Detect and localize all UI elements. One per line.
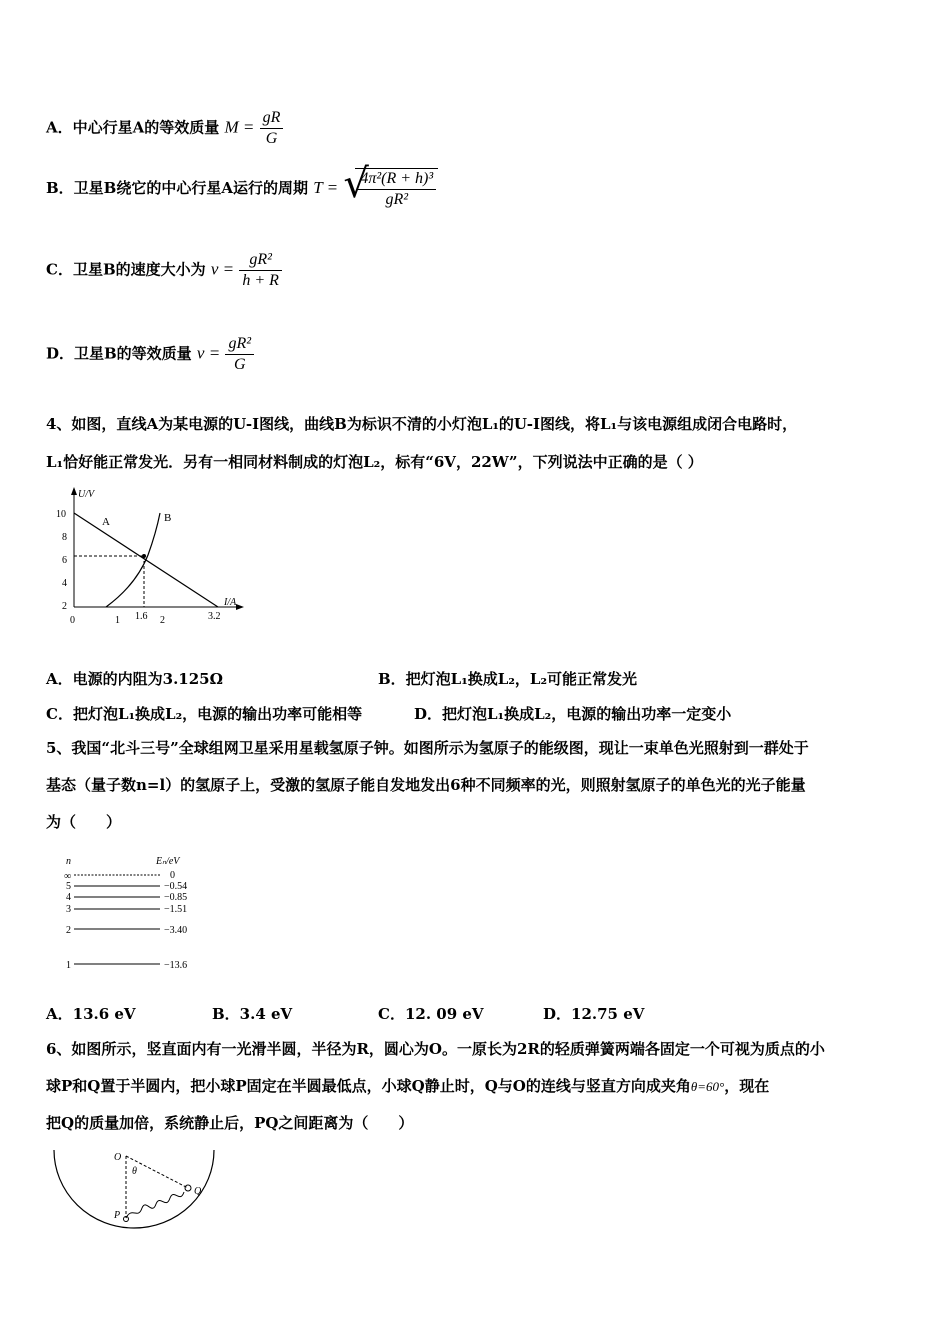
x-tick-1: 1 [115, 615, 120, 626]
y-tick-6: 6 [62, 555, 67, 566]
energy-label: Eₙ/eV [156, 856, 180, 867]
y-tick-8: 8 [62, 532, 67, 543]
q5-option-c: C．12. 09 eV [378, 1005, 484, 1023]
q3-option-c-text: C．卫星B的速度大小为 [46, 260, 206, 279]
q3-option-a [46, 108, 283, 149]
x-tick-3-2: 3.2 [208, 611, 221, 622]
q3-option-a-fraction [260, 108, 284, 149]
curve-b [106, 513, 160, 607]
q4-stem-line1: 4、如图，直线A为某电源的U-I图线，曲线B为标识不清的小灯泡L₁的U-I图线，将L₁与该电源组成闭合电路时， [46, 415, 798, 433]
q3-option-d-fraction [225, 334, 254, 375]
numerator: gR² [239, 250, 282, 271]
intersection-point [142, 554, 146, 558]
curve-b-label: B [164, 512, 172, 524]
semicircle [54, 1150, 214, 1228]
level-n-1: 1 [66, 960, 71, 971]
numerator: gR² [225, 334, 254, 355]
y-tick-10: 10 [56, 509, 66, 520]
q5-stem-line1: 5、我国“北斗三号”全球组网卫星采用星载氢原子钟。如图所示为氢原子的能级图，现让一束单色光照射到一群处于 [46, 739, 809, 757]
q6-theta-value: θ=60° [690, 1079, 725, 1094]
q6-semicircle-figure [48, 1146, 218, 1230]
q4-option-b: B．把灯泡L₁换成L₂，L₂可能正常发光 [378, 670, 638, 688]
y-tick-4: 4 [62, 578, 67, 589]
q6-stem-line2-end: ，现在 [724, 1077, 770, 1095]
level-e-4: −0.85 [164, 892, 188, 903]
q3-option-c [46, 250, 282, 291]
q5-option-d: D．12.75 eV [543, 1005, 645, 1023]
level-n-3: 3 [66, 904, 71, 915]
x-axis-arrow [236, 604, 244, 610]
q4-option-a: A．电源的内阻为3.125Ω [46, 670, 223, 688]
q5-stem-line3: 为（ ） [46, 813, 122, 831]
q3-option-d [46, 334, 254, 375]
q3-option-c-fraction [239, 250, 282, 291]
level-n-5: 5 [66, 881, 71, 892]
q5-option-a: A．13.6 eV [46, 1005, 136, 1023]
level-n-4: 4 [66, 892, 71, 903]
q6-stem-line1: 6、如图所示，竖直面内有一光滑半圆，半径为R，圆心为O。一原长为2R的轻质弹簧两端各固定一个可视为质点的小 [46, 1040, 825, 1058]
q4-option-d: D．把灯泡L₁换成L₂，电源的输出功率一定变小 [414, 705, 732, 723]
denominator: gR² [385, 191, 409, 208]
q3-option-a-lhs: M = [224, 117, 255, 137]
denominator: G [233, 356, 246, 373]
label-p: P [114, 1210, 121, 1221]
q4-ui-graph [48, 485, 248, 630]
q4-stem-line2: L₁恰好能正常发光．另有一相同材料制成的灯泡L₂，标有“6V，22W”，下列说法中正确的是（ ） [46, 453, 703, 471]
x-axis-label: I/A [224, 597, 237, 608]
q3-option-d-text: D．卫星B的等效质量 [46, 344, 192, 363]
line-a-label: A [102, 516, 110, 528]
level-n-2: 2 [66, 925, 71, 936]
numerator: gR [260, 108, 284, 129]
q3-option-b-text: B．卫星B绕它的中心行星A运行的周期 [46, 179, 308, 197]
x-tick-2: 2 [160, 615, 165, 626]
numerator: 4π²(R + h)³ [357, 169, 436, 190]
q3-option-b-lhs: T = [313, 178, 339, 197]
q3-option-b-sqrt [343, 161, 438, 210]
q3-option-b [46, 161, 438, 210]
level-e-1: −13.6 [164, 960, 188, 971]
q5-option-b: B．3.4 eV [212, 1005, 293, 1023]
denominator: G [265, 130, 278, 147]
q4-option-c: C．把灯泡L₁换成L₂，电源的输出功率可能相等 [46, 705, 363, 723]
y-tick-2: 2 [62, 601, 67, 612]
denominator: h + R [242, 272, 279, 289]
label-q: Q [194, 1186, 202, 1197]
y-axis-label: U/V [78, 489, 95, 500]
level-n-inf: ∞ [64, 871, 72, 882]
q6-stem-line2-text: 球P和Q置于半圆内，把小球P固定在半圆最低点，小球Q静止时，Q与O的连线与竖直方向成夹角 [46, 1077, 691, 1095]
x-tick-1-6: 1.6 [135, 611, 148, 622]
x-tick-0: 0 [70, 615, 75, 626]
q3-option-a-text: A．中心行星A的等效质量 [46, 118, 220, 137]
q5-energy-level-diagram [60, 852, 220, 977]
label-o: O [114, 1152, 122, 1163]
level-e-inf: 0 [170, 870, 175, 881]
level-e-5: −0.54 [164, 881, 188, 892]
y-axis-arrow [71, 487, 77, 495]
radical-sign: √ [343, 161, 369, 207]
q6-stem-line3: 把Q的质量加倍，系统静止后，PQ之间距离为（ ） [46, 1114, 414, 1132]
q3-option-d-lhs: v = [196, 343, 221, 363]
level-e-3: −1.51 [164, 904, 188, 915]
q5-stem-line2: 基态（量子数n=l）的氢原子上，受激的氢原子能自发地发出6种不同频率的光，则照射氢原子的单色光的光子能量 [46, 776, 806, 794]
label-theta: θ [132, 1166, 137, 1177]
q6-stem-line2 [46, 1075, 769, 1096]
level-e-2: −3.40 [164, 925, 188, 936]
q3-option-c-lhs: v = [210, 259, 235, 279]
n-label: n [66, 856, 71, 867]
spring [126, 1192, 184, 1218]
